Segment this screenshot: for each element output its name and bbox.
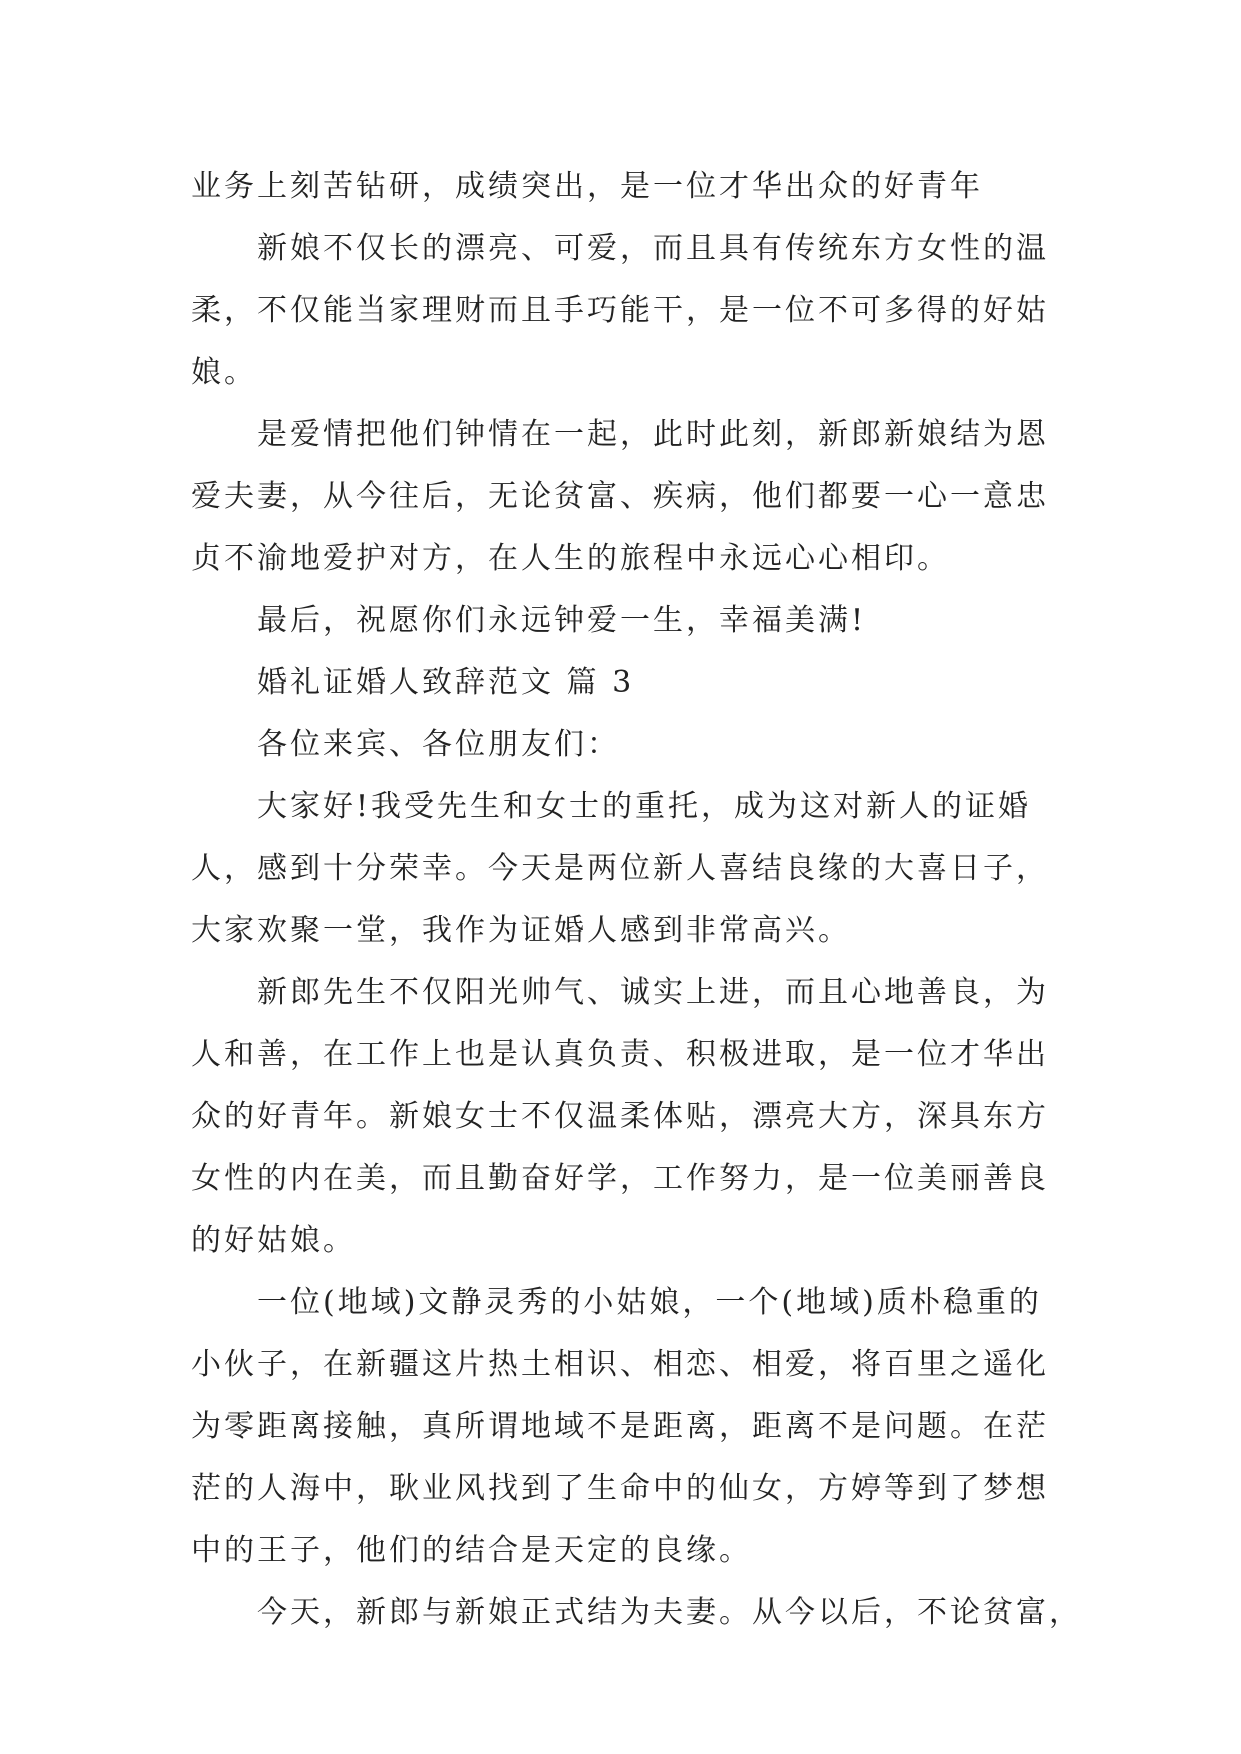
- text-line: 业务上刻苦钻研，成绩突出，是一位才华出众的好青年: [191, 169, 983, 204]
- text-line: 今天，新郎与新娘正式结为夫妻。从今以后，不论贫富，: [257, 1595, 1082, 1630]
- text-line: 为零距离接触，真所谓地域不是距离，距离不是问题。在茫: [191, 1409, 1049, 1444]
- text-line: 人，感到十分荣幸。今天是两位新人喜结良缘的大喜日子，: [191, 851, 1049, 886]
- text-line: 是爱情把他们钟情在一起，此时此刻，新郎新娘结为恩: [257, 417, 1049, 452]
- section-heading: 婚礼证婚人致辞范文 篇 3: [257, 665, 635, 700]
- text-line: 爱夫妻，从今往后，无论贫富、疾病，他们都要一心一意忠: [191, 479, 1049, 514]
- text-line: 最后，祝愿你们永远钟爱一生，幸福美满!: [257, 603, 867, 638]
- text-line: 中的王子，他们的结合是天定的良缘。: [191, 1533, 752, 1568]
- text-line: 大家好!我受先生和女士的重托，成为这对新人的证婚: [257, 789, 1032, 824]
- text-line: 女性的内在美，而且勤奋好学，工作努力，是一位美丽善良: [191, 1161, 1049, 1196]
- text-line: 新郎先生不仅阳光帅气、诚实上进，而且心地善良，为: [257, 975, 1049, 1010]
- text-line: 茫的人海中，耿业风找到了生命中的仙女，方婷等到了梦想: [191, 1471, 1049, 1506]
- text-line: 人和善，在工作上也是认真负责、积极进取，是一位才华出: [191, 1037, 1049, 1072]
- text-line: 小伙子，在新疆这片热土相识、相恋、相爱，将百里之遥化: [191, 1347, 1049, 1382]
- document-page: [191, 156, 1082, 1644]
- text-line: 大家欢聚一堂，我作为证婚人感到非常高兴。: [191, 913, 851, 948]
- text-line: 一位(地域)文静灵秀的小姑娘，一个(地域)质朴稳重的: [257, 1285, 1042, 1320]
- salutation: 各位来宾、各位朋友们：: [257, 727, 620, 762]
- text-line: 贞不渝地爱护对方，在人生的旅程中永远心心相印。: [191, 541, 950, 576]
- text-line: 新娘不仅长的漂亮、可爱，而且具有传统东方女性的温: [257, 231, 1049, 266]
- text-line: 的好姑娘。: [191, 1223, 356, 1258]
- text-line: 柔，不仅能当家理财而且手巧能干，是一位不可多得的好姑: [191, 293, 1049, 328]
- text-line: 众的好青年。新娘女士不仅温柔体贴，漂亮大方，深具东方: [191, 1099, 1049, 1134]
- text-line: 娘。: [191, 355, 257, 390]
